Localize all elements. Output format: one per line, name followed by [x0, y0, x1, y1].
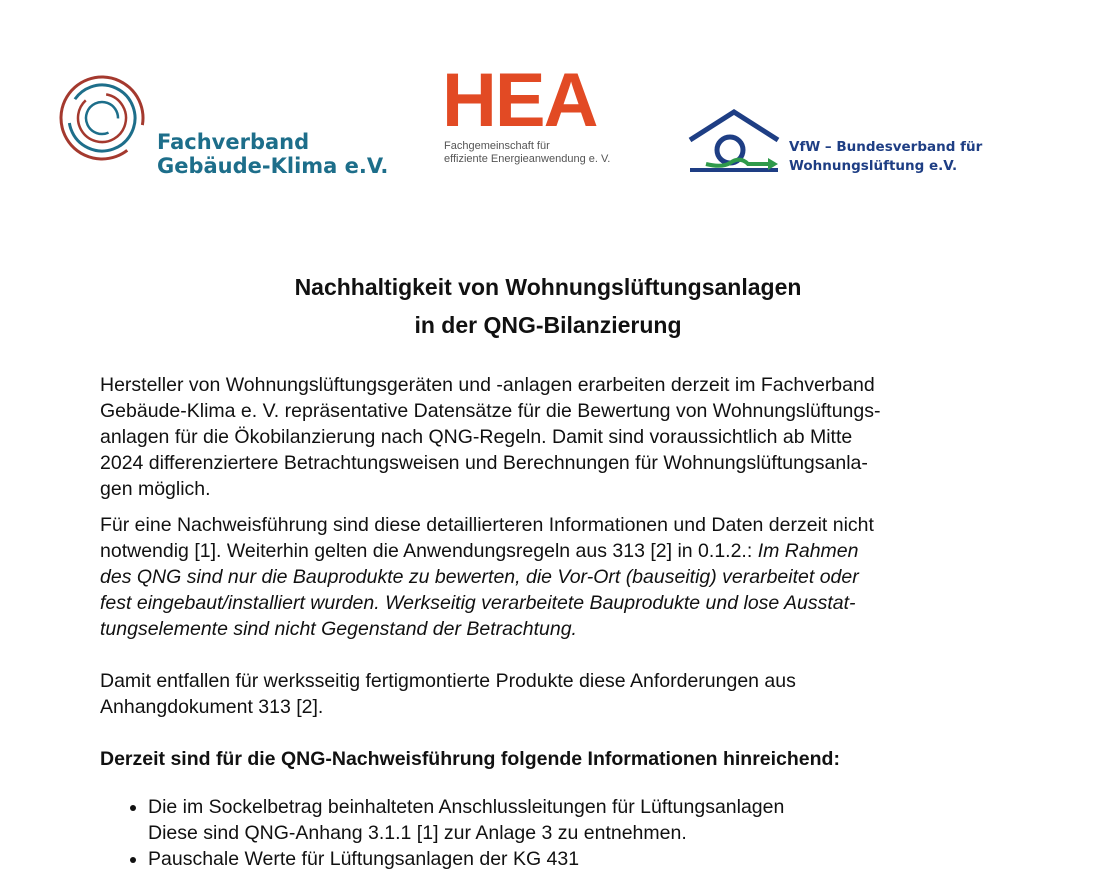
fgk-swirl-icon	[58, 70, 154, 170]
vfw-house-icon	[686, 108, 782, 176]
hea-wordmark: HEA	[442, 58, 597, 143]
vfw-name: VfW – Bundesverband für Wohnungslüftung e.V.	[789, 139, 983, 174]
paragraph-heading: Derzeit sind für die QNG-Nachweisführung folgende Informationen hinreichend:	[100, 748, 840, 770]
paragraph-intro: Hersteller von Wohnungslüftungsgeräten und -anlagen erarbeiten derzeit im Fachverband Gebäude-Klima e. V. repräsentative Datensätze für die Bewertung von Wohnungslüftungs- anlagen für die Ökobilanzierung nach QNG-Regeln. Damit sind voraussichtlich ab Mitte 2024 differenziertere Betrachtungsweisen und Berechnungen für Wohnungslüftungsanla- gen möglich.	[100, 374, 881, 500]
vfw-logo	[686, 108, 1006, 178]
list-item: • Pauschale Werte für Lüftungsanlagen der KG 431	[148, 846, 1000, 872]
paragraph-rules: Für eine Nachweisführung sind diese detaillierteren Informationen und Daten derzeit nicht notwendig [1]. Weiterhin gelten die Anwendungsregeln aus 313 [2] in 0.1.2.: Im Rahmen des QNG sind nur die Bauprodukte zu bewerten, die Vor-Ort (bauseitig) verarbeitet oder fest eingebaut/installiert wurden. Werkseitig verarbeitete Bauprodukte und lose Ausstat- tungselemente sind nicht Gegenstand der Betrachtung.	[100, 514, 874, 640]
hea-logo	[442, 58, 672, 172]
hea-subtitle: Fachgemeinschaft für effiziente Energieanwendung e. V.	[444, 140, 611, 165]
fgk-name: Fachverband Gebäude-Klima e.V.	[157, 130, 389, 178]
info-list	[100, 794, 1000, 872]
list-item: • Die im Sockelbetrag beinhalteten Anschlussleitungen für Lüftungsanlagen Diese sind QNG-Anhang 3.1.1 [1] zur Anlage 3 zu entnehmen.	[148, 794, 1000, 846]
fgk-logo	[58, 70, 388, 185]
paragraph-consequence: Damit entfallen für werksseitig fertigmontierte Produkte diese Anforderungen aus Anhangdokument 313 [2].	[100, 670, 796, 718]
document-body	[100, 372, 1000, 872]
document-title: Nachhaltigkeit von Wohnungslüftungsanlagen in der QNG-Bilanzierung	[294, 274, 802, 338]
